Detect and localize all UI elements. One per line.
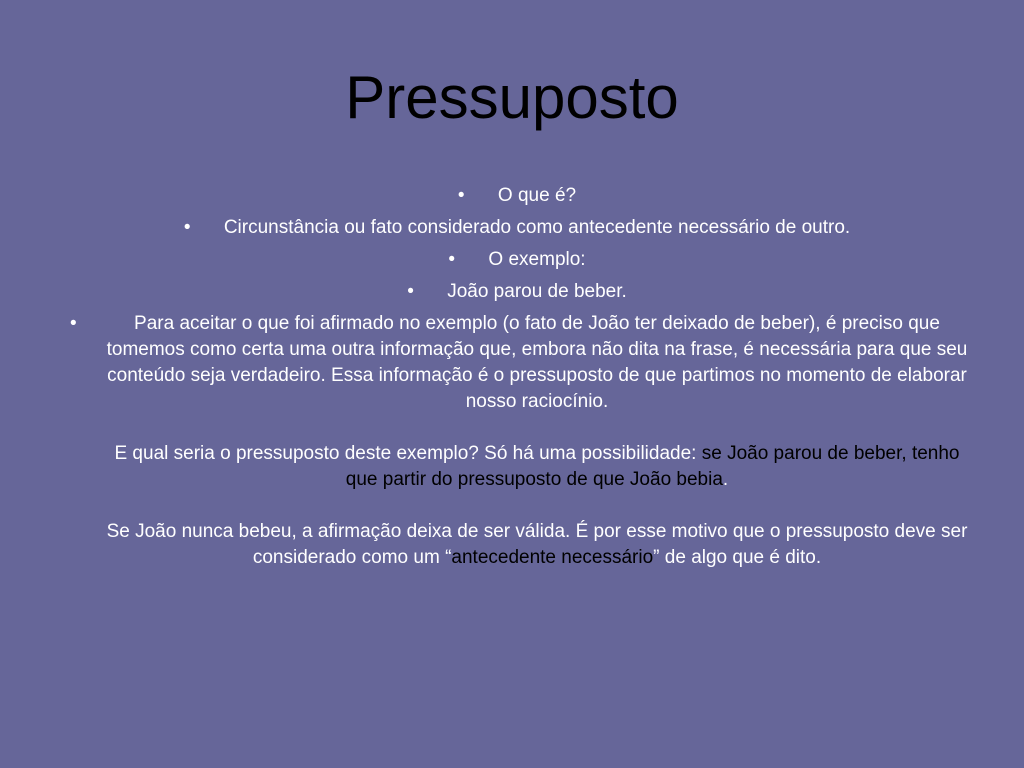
conclusion-paragraph xyxy=(102,519,972,571)
highlighted-term: antecedente necessário xyxy=(451,547,654,568)
bullet-item xyxy=(62,279,972,305)
conclusion-text: Se João nunca bebeu, a afirmação deixa de ser válida. É por esse motivo que o pressuposto deve ser considerado como um “ xyxy=(106,521,968,568)
slide-body xyxy=(62,183,972,571)
question-paragraph xyxy=(102,441,972,493)
highlighted-presupposition: se João parou de beber, tenho que partir do pressuposto de que João bebia xyxy=(345,443,960,490)
bullet-text: Circunstância ou fato considerado como antecedente necessário de outro. xyxy=(223,217,851,238)
bullet-text: O exemplo: xyxy=(488,249,586,270)
bullet-item xyxy=(62,183,972,209)
explanation-paragraph: Para aceitar o que foi afirmado no exemplo (o fato de João ter deixado de beber), é preciso que tomemos como certa uma outra informação que, embora não dita na frase, é necessária para que seu conteúdo seja verdadeiro. Essa informação é o pressuposto de que partimos no momento de elaborar nosso raciocínio. xyxy=(106,313,968,412)
bullet-text: João parou de beber. xyxy=(447,281,627,302)
bullet-item-explanation xyxy=(62,311,972,571)
bullet-dot-icon: • xyxy=(448,249,456,270)
conclusion-text-end: ” de algo que é dito. xyxy=(653,547,822,568)
bullet-dot-icon: • xyxy=(70,313,77,334)
slide-title: Pressuposto xyxy=(345,64,679,131)
bullet-dot-icon: • xyxy=(407,281,414,302)
bullet-dot-icon: • xyxy=(457,185,465,206)
bullet-dot-icon: • xyxy=(183,217,191,238)
bullet-item xyxy=(62,215,972,241)
bullet-text: O que é? xyxy=(497,185,577,206)
question-text-end: . xyxy=(722,469,729,490)
question-text: E qual seria o pressuposto deste exemplo? Só há uma possibilidade: xyxy=(114,443,702,464)
bullet-item xyxy=(62,247,972,273)
